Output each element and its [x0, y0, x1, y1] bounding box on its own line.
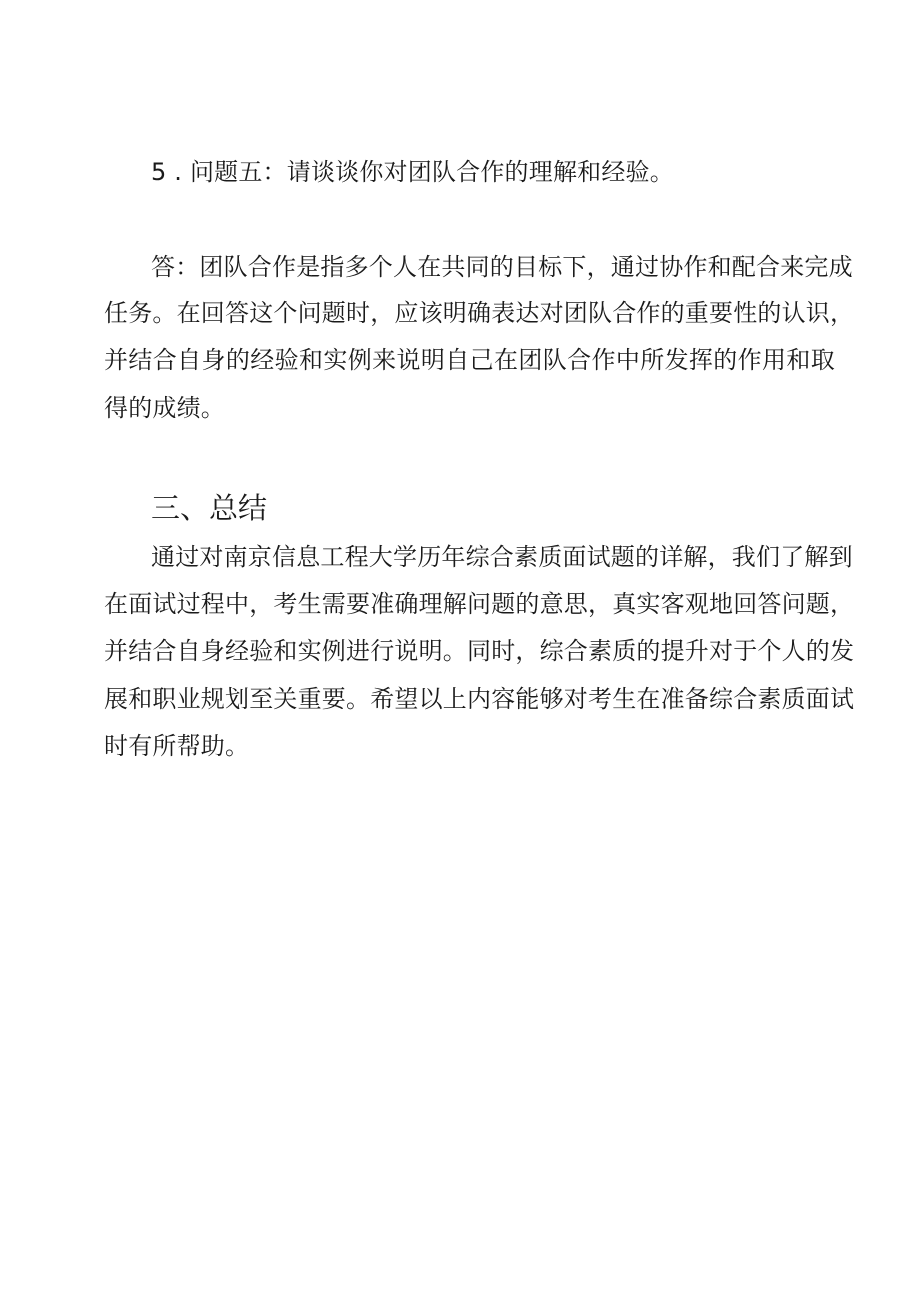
answer-line-4: 得的成绩。	[104, 394, 225, 422]
summary-line-5: 时有所帮助。	[104, 732, 250, 760]
question-five: 5 . 问题五：请谈谈你对团队合作的理解和经验。	[151, 158, 674, 186]
summary-line-1: 通过对南京信息工程大学历年综合素质面试题的详解，我们了解到	[151, 543, 853, 571]
answer-line-2: 任务。在回答这个问题时，应该明确表达对团队合作的重要性的认识，	[104, 299, 855, 327]
summary-line-3: 并结合自身经验和实例进行说明。同时，综合素质的提升对于个人的发	[104, 637, 855, 665]
answer-line-3: 并结合自身的经验和实例来说明自己在团队合作中所发挥的作用和取	[104, 346, 835, 374]
summary-heading: 三、总结	[151, 491, 268, 525]
answer-line-1: 答：团队合作是指多个人在共同的目标下，通过协作和配合来完成	[151, 253, 853, 281]
summary-line-4: 展和职业规划至关重要。希望以上内容能够对考生在准备综合素质面试	[104, 685, 855, 713]
summary-line-2: 在面试过程中，考生需要准确理解问题的意思，真实客观地回答问题，	[104, 590, 855, 618]
